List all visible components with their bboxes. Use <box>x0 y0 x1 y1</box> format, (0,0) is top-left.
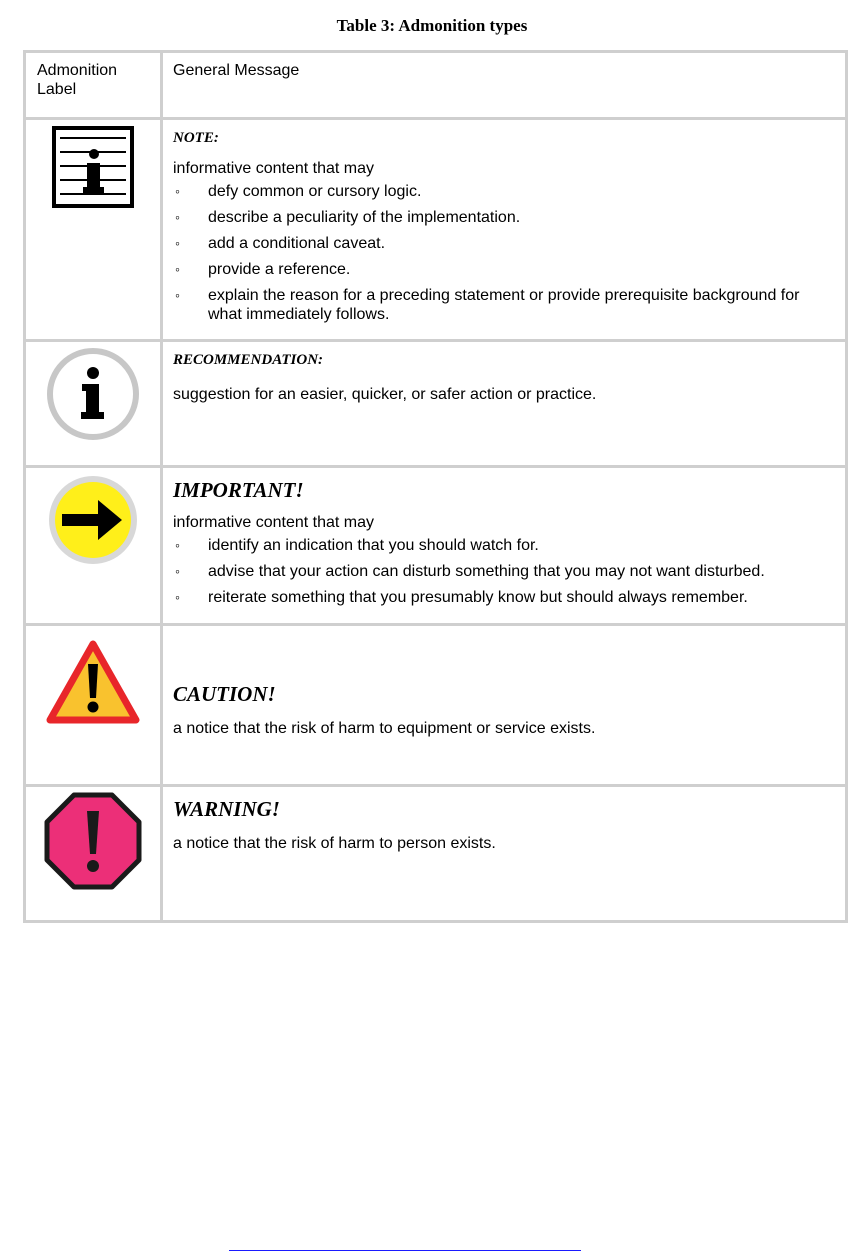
caution-title: CAUTION! <box>173 682 276 706</box>
table-row-caution <box>25 625 847 786</box>
table-caption: Table 3: Admonition types <box>336 16 528 35</box>
list-item: ◦ provide a reference. <box>173 260 835 279</box>
admonition-table <box>23 50 848 923</box>
caution-icon-cell <box>25 625 162 786</box>
table-row-important <box>25 467 847 625</box>
recommendation-info-icon <box>45 346 141 442</box>
recommendation-title: RECOMMENDATION: <box>173 352 324 368</box>
table-header-row <box>25 52 847 119</box>
important-intro: informative content that may <box>173 514 374 531</box>
list-item: ◦ defy common or cursory logic. <box>173 182 835 201</box>
important-icon-cell <box>25 467 162 625</box>
note-title: NOTE: <box>173 130 219 146</box>
warning-icon-cell <box>25 786 162 922</box>
warning-message-cell <box>162 786 847 922</box>
recommendation-text: suggestion for an easier, quicker, or safer action or practice. <box>173 386 597 403</box>
note-message-cell <box>162 119 847 341</box>
header-message: General Message <box>173 62 300 79</box>
important-message-cell <box>162 467 847 625</box>
note-icon <box>51 125 135 209</box>
important-arrow-icon <box>46 473 140 567</box>
warning-title: WARNING! <box>173 797 280 821</box>
header-message-cell <box>162 52 847 119</box>
table-row-note <box>25 119 847 341</box>
header-label-cell <box>25 52 162 119</box>
table-row-warning <box>25 786 847 922</box>
caution-text: a notice that the risk of harm to equipment or service exists. <box>173 720 596 737</box>
caution-triangle-icon <box>46 640 140 724</box>
recommendation-icon-cell <box>25 341 162 467</box>
note-bullet-list <box>173 182 835 324</box>
recommendation-message-cell <box>162 341 847 467</box>
list-item: ◦ identify an indication that you should watch for. <box>173 536 835 555</box>
important-bullet-list <box>173 536 835 607</box>
warning-text: a notice that the risk of harm to person exists. <box>173 835 496 852</box>
footer-link-underline[interactable] <box>229 1250 581 1251</box>
important-title: IMPORTANT! <box>173 478 304 502</box>
note-icon-cell <box>25 119 162 341</box>
list-item: ◦ reiterate something that you presumably know but should always remember. <box>173 588 835 607</box>
header-label: Admonition Label <box>37 62 118 98</box>
list-item: ◦ explain the reason for a preceding statement or provide prerequisite background for what immediately follows. <box>173 286 835 324</box>
caution-message-cell <box>162 625 847 786</box>
note-intro: informative content that may <box>173 160 374 177</box>
list-item: ◦ describe a peculiarity of the implementation. <box>173 208 835 227</box>
table-row-recommendation <box>25 341 847 467</box>
list-item: ◦ advise that your action can disturb something that you may not want disturbed. <box>173 562 835 581</box>
list-item: ◦ add a conditional caveat. <box>173 234 835 253</box>
warning-octagon-icon <box>44 792 142 890</box>
